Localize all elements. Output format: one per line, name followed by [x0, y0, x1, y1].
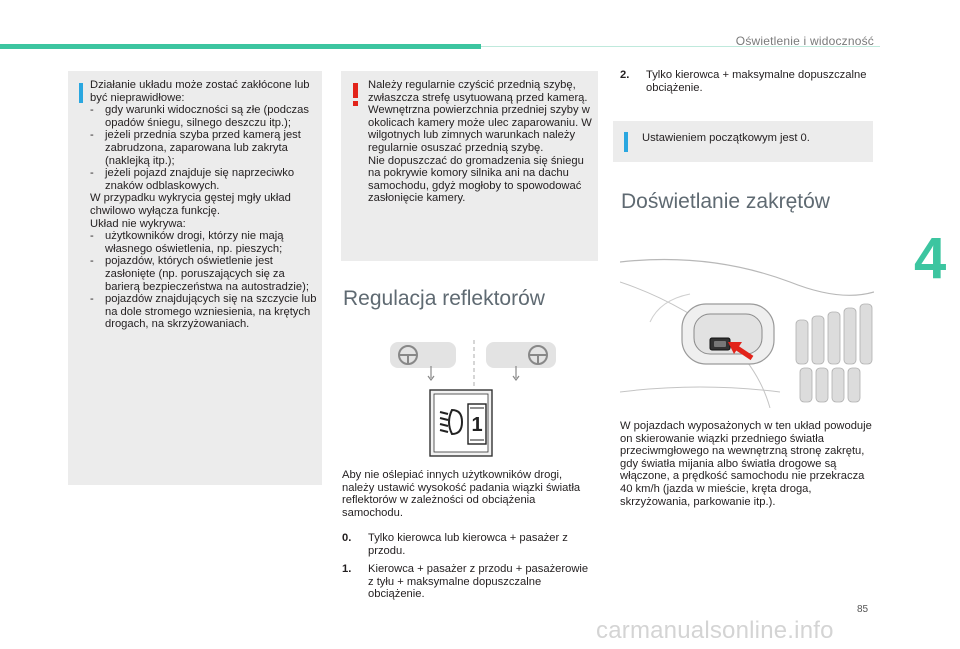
list-item: - jeżeli pojazd znajduje się naprzeciwko znaków odblaskowych.	[90, 167, 295, 192]
info-icon	[79, 83, 83, 103]
info-intro: Działanie układu może zostać zakłócone lub być nieprawidłowe:	[90, 79, 310, 104]
headlamp-heading: Regulacja reflektorów	[343, 287, 545, 310]
fog-note: W przypadku wykrycia gęstej mgły układ chwilowo wyłącza funkcję.	[90, 192, 291, 217]
warning-text-1: Należy regularnie czyścić przednią szybę, zwłaszcza strefę usytuowaną przed kamerą.	[368, 79, 588, 104]
headlamp-adjust-figure	[390, 338, 560, 460]
not-detected-list	[90, 230, 318, 331]
list-item: - użytkowników drogi, którzy nie mają własnego oświetlenia, np. pieszych;	[90, 230, 284, 255]
warning-text-3: Nie dopuszczać do gromadzenia się śniegu na pokrywie komory silnika ani na dachu samochodu, gdyż mogłoby to spowodować zasłonięcie kamery.	[368, 154, 584, 205]
list-item: - jeżeli przednia szyba przed kamerą jest zabrudzona, zaparowana lub zakryta (naklejką itp.);	[90, 129, 301, 167]
header-accent-bar	[0, 44, 481, 49]
info-icon	[624, 132, 628, 152]
initial-setting-text: Ustawieniem początkowym jest 0.	[642, 132, 810, 144]
list-item: - gdy warunki widoczności są złe (podczas opadów śniegu, silnego deszczu itp.);	[90, 104, 309, 129]
cornering-heading: Doświetlanie zakrętów	[621, 190, 830, 213]
headlamp-body: Aby nie oślepiać innych użytkowników drogi, należy ustawić wysokość padania wiązki światła reflektorów w zależności od obciążenia samochodu.	[342, 469, 581, 519]
steering-wheel-icon	[390, 342, 456, 380]
headlamp-dial	[430, 390, 492, 456]
page-number: 85	[857, 604, 869, 615]
load-settings-list-continued	[620, 69, 870, 100]
cornering-body: W pojazdach wyposażonych w ten układ powoduje on skierowanie wiązki przedniego światła przeciwmgłowego na wewnętrzną stronę zakrętu, gdy światła mijania albo światła drogowe są włączone, a prędkość samochodu nie przekracza 40 km/h (jazda w mieście, kręta droga, skrzyżowania, parkowanie itp.).	[620, 420, 872, 508]
list-item: 0. Tylko kierowca lub kierowca + pasażer z przodu.	[342, 532, 568, 557]
load-settings-list	[342, 532, 596, 607]
info-box-camera-limitations	[68, 71, 322, 485]
limitations-list	[90, 104, 318, 192]
list-item: 1. Kierowca + pasażer z przodu + pasażerowie z tyłu + maksymalne dopuszczalne obciążenie.	[342, 563, 589, 601]
steering-wheel-icon	[486, 342, 556, 380]
list-item: 2. Tylko kierowca + maksymalne dopuszczalne obciążenie.	[620, 69, 867, 94]
list-item: - pojazdów znajdujących się na szczycie lub na dole stromego wzniesienia, na krętych drogach, na skrzyżowaniach.	[90, 293, 317, 331]
not-detect-label: Układ nie wykrywa:	[90, 217, 186, 230]
warning-box-windscreen	[341, 71, 598, 261]
chapter-number: 4	[914, 226, 947, 291]
list-item: - pojazdów, których oświetlenie jest zasłonięte (np. poruszających się za barierą bezpieczeństwa na autostradzie);	[90, 255, 309, 293]
watermark: carmanualsonline.info	[596, 617, 834, 644]
dial-number: 1	[471, 414, 483, 436]
warning-text-2: Wewnętrzna powierzchnia przedniej szyby w okolicach kamery może ulec zaparowaniu. W wilgotnych lub zimnych warunkach należy regularnie osuszać przednią szybę.	[368, 104, 592, 154]
cornering-light-figure	[620, 242, 874, 408]
section-title: Oświetlenie i widoczność	[735, 34, 874, 48]
info-box-initial-setting	[613, 121, 873, 162]
